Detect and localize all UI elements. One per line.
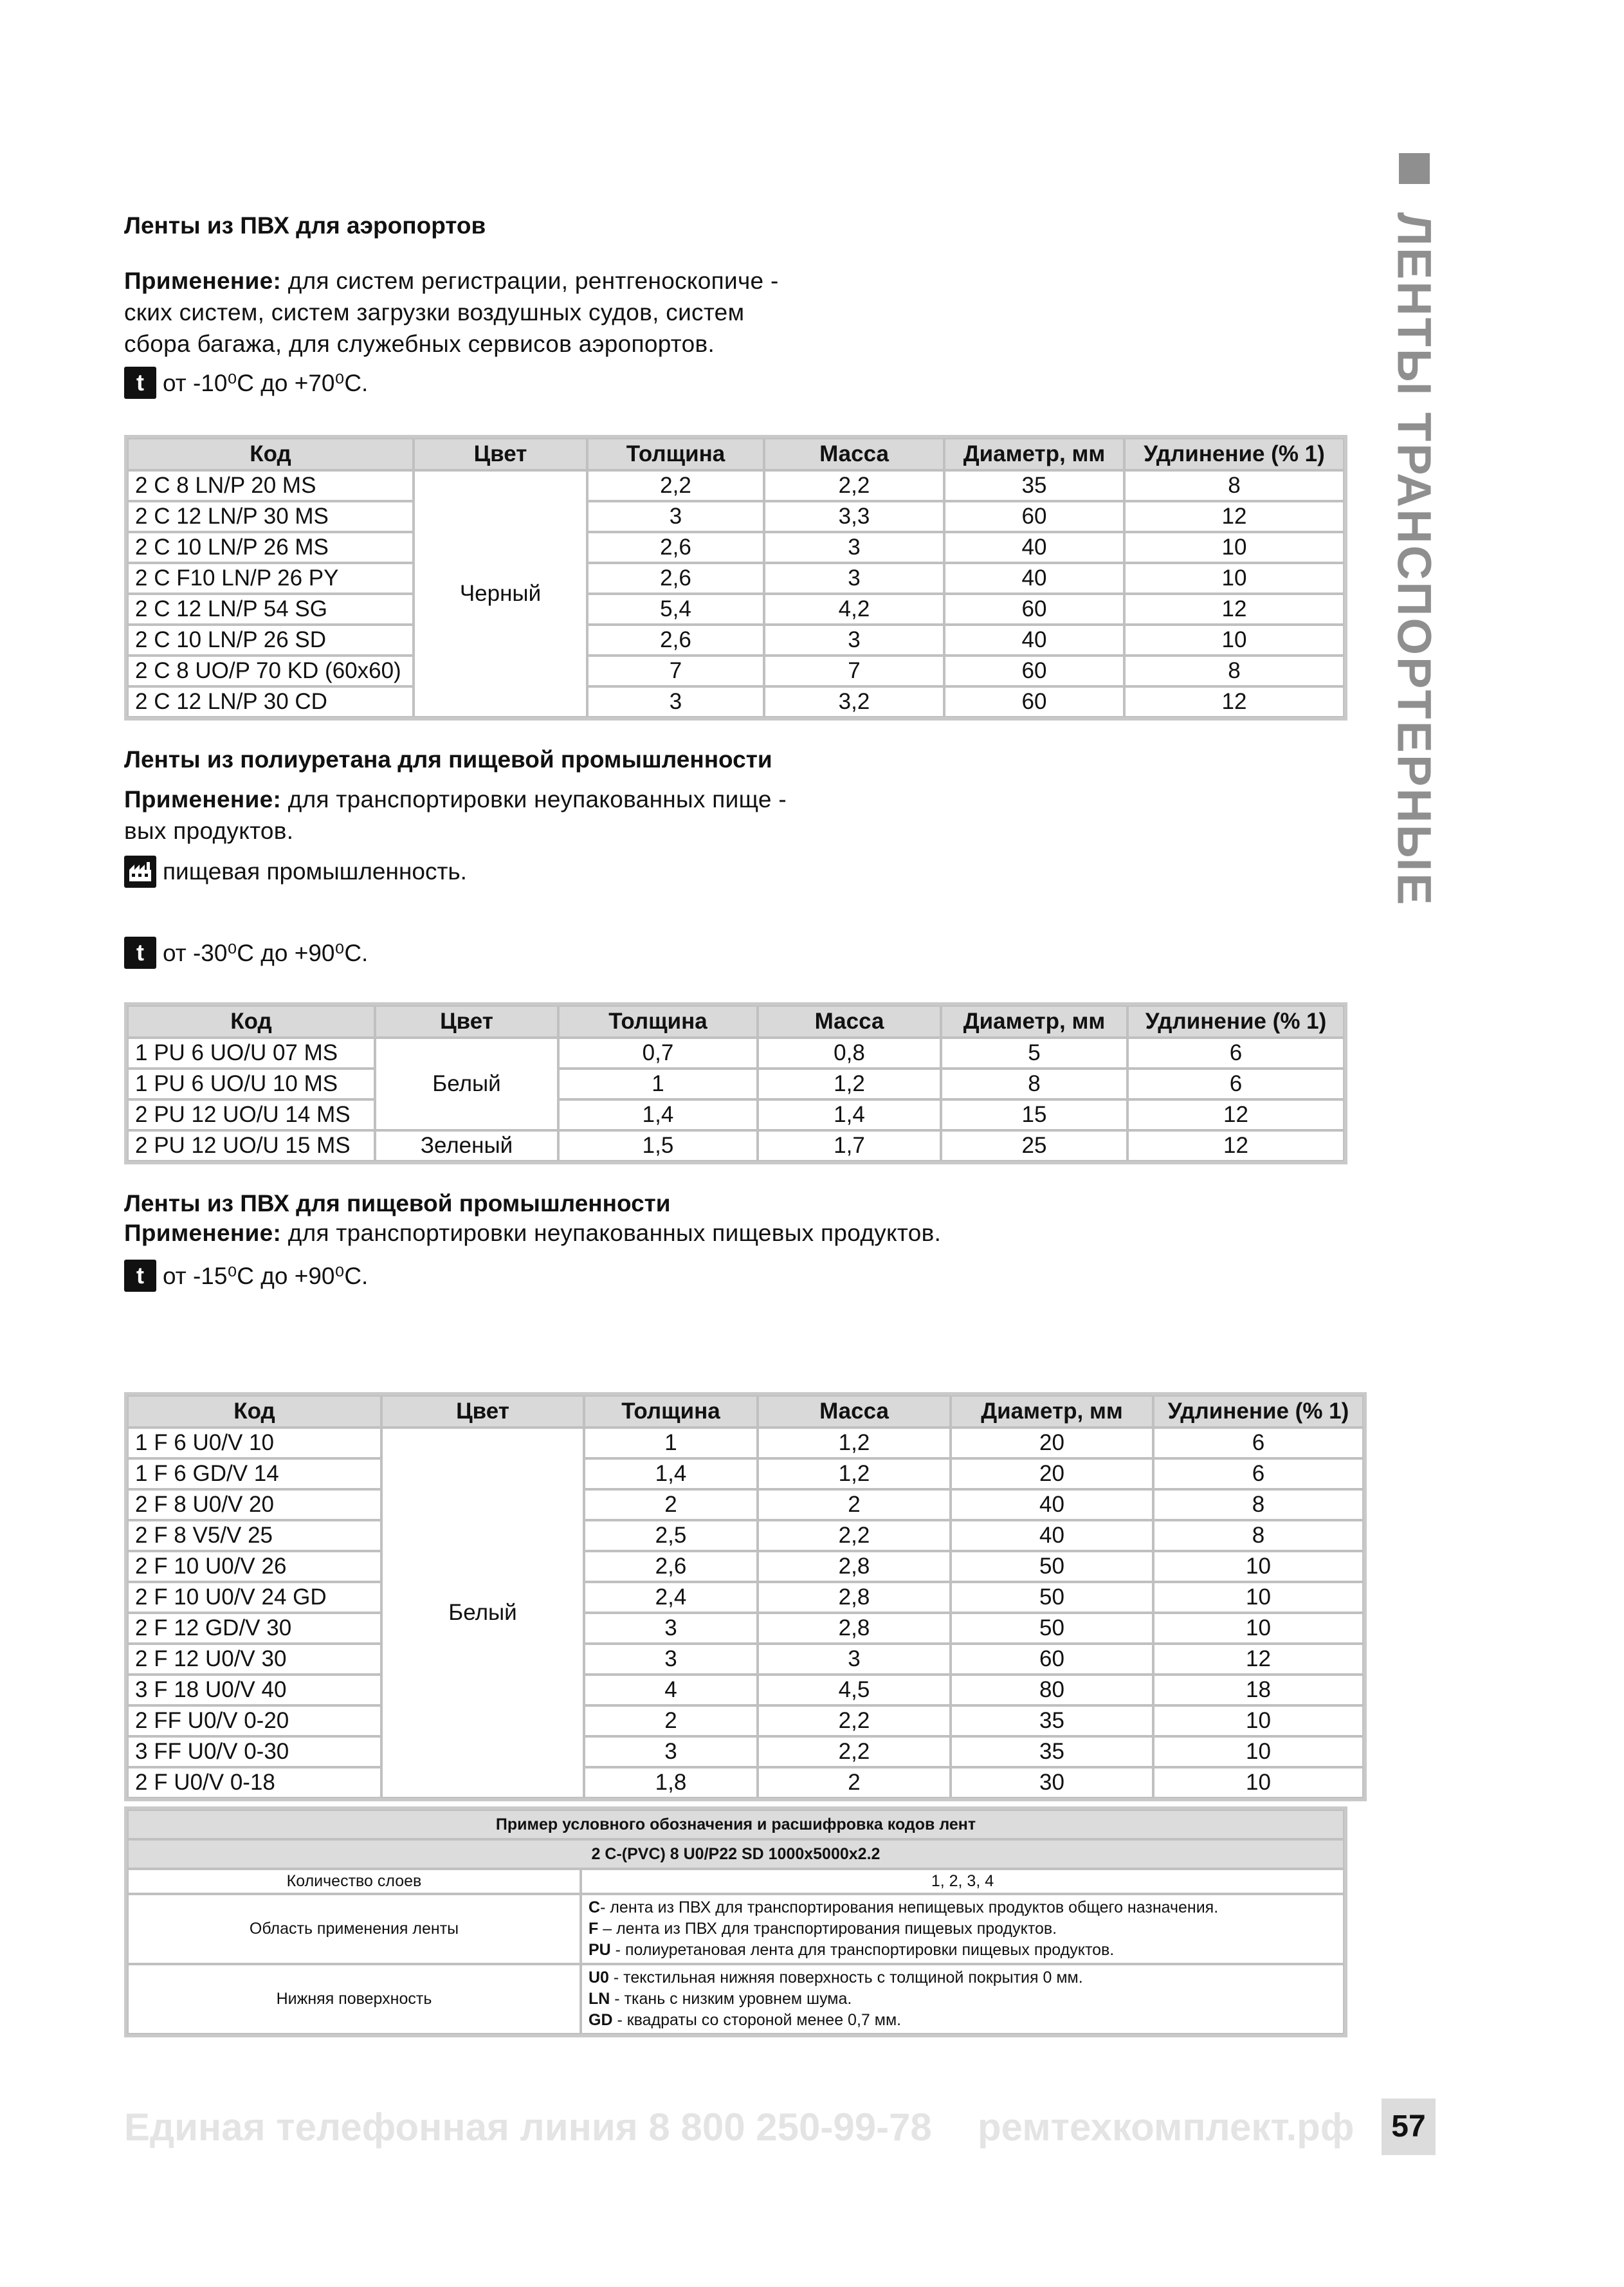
cell-code: 2 C 12 LN/P 30 MS [127, 501, 414, 532]
section-2-application: Применение: для транспортировки неупакованных пище - вых продуктов. [124, 786, 787, 844]
cell-color: Белый [375, 1038, 558, 1130]
section-1-application: Применение: для систем регистрации, рентгеноскопиче - ских систем, систем загрузки воздушных судов, систем сбора багажа, для служебных сервисов аэропортов. [124, 268, 779, 357]
cell-code: 1 PU 6 UO/U 07 MS [127, 1038, 375, 1069]
footer-phone: Единая телефонная линия 8 800 250-99-78 [124, 2106, 932, 2149]
cell-diameter: 25 [941, 1130, 1127, 1161]
cell-elongation: 8 [1124, 470, 1344, 501]
cell-thickness: 1,8 [584, 1767, 758, 1798]
header-thickness: Толщина [558, 1006, 758, 1038]
cell-thickness: 2 [584, 1705, 758, 1736]
cell-code: 2 PU 12 UO/U 15 MS [127, 1130, 375, 1161]
header-elongation: Удлинение (% 1) [1124, 438, 1344, 470]
section-3-application: Применение: для транспортировки неупакованных пищевых продуктов. [124, 1220, 942, 1246]
cell-diameter: 50 [951, 1613, 1153, 1644]
header-mass: Масса [758, 1395, 951, 1428]
cell-diameter: 40 [951, 1520, 1153, 1551]
cell-elongation: 12 [1127, 1130, 1344, 1161]
cell-color: Черный [414, 470, 587, 717]
header-elongation: Удлинение (% 1) [1153, 1395, 1364, 1428]
cell-mass: 4,2 [764, 594, 944, 625]
cell-diameter: 15 [941, 1099, 1127, 1130]
temperature-icon: t [124, 367, 156, 399]
cell-code: 3 FF U0/V 0-30 [127, 1736, 381, 1767]
table-pvc-food [124, 1392, 1367, 1801]
cell-diameter: 60 [944, 594, 1124, 625]
cell-mass: 3,3 [764, 501, 944, 532]
table-row [127, 656, 1344, 686]
header-color: Цвет [381, 1395, 584, 1428]
cell-diameter: 60 [951, 1644, 1153, 1675]
temperature-icon: t [124, 937, 156, 969]
cell-thickness: 2,6 [587, 532, 764, 563]
cell-thickness: 2 [584, 1489, 758, 1520]
cell-thickness: 1,4 [558, 1099, 758, 1130]
section-2-food: пищевая промышленность. [124, 856, 467, 888]
temperature-icon: t [124, 1260, 156, 1292]
table-row [127, 1489, 1364, 1520]
cell-elongation: 12 [1124, 686, 1344, 717]
footer-site[interactable]: ремтехкомплект.рф [978, 2106, 1355, 2149]
cell-thickness: 3 [584, 1644, 758, 1675]
cell-thickness: 3 [584, 1736, 758, 1767]
legend-area-desc: C- лента из ПВХ для транспортирования непищевых продуктов общего назначения. F – лента из ПВХ для транспортирования пищевых продуктов. PU - полиуретановая лента для транспортировки пищевых продуктов. [581, 1894, 1344, 1964]
cell-code: 2 F 8 V5/V 25 [127, 1520, 381, 1551]
legend-table [124, 1806, 1347, 2037]
table-row [127, 563, 1344, 594]
section-2-title: Ленты из полиуретана для пищевой промышленности [124, 746, 772, 773]
table-row [127, 1099, 1344, 1130]
table-row [127, 1428, 1364, 1458]
cell-code: 1 PU 6 UO/U 10 MS [127, 1069, 375, 1099]
cell-thickness: 4 [584, 1675, 758, 1705]
cell-diameter: 20 [951, 1458, 1153, 1489]
header-thickness: Толщина [587, 438, 764, 470]
cell-elongation: 6 [1127, 1069, 1344, 1099]
cell-code: 2 C 8 UO/P 70 KD (60x60) [127, 656, 414, 686]
cell-code: 2 C F10 LN/P 26 PY [127, 563, 414, 594]
cell-thickness: 1,4 [584, 1458, 758, 1489]
table-airport [124, 435, 1347, 721]
cell-mass: 3 [758, 1644, 951, 1675]
cell-diameter: 40 [944, 625, 1124, 656]
cell-thickness: 3 [584, 1613, 758, 1644]
header-diameter: Диаметр, мм [951, 1395, 1153, 1428]
table-row [127, 532, 1344, 563]
cell-diameter: 35 [944, 470, 1124, 501]
legend-title: Пример условного обозначения и расшифровка кодов лент [127, 1810, 1344, 1839]
cell-mass: 2,8 [758, 1613, 951, 1644]
cell-thickness: 1,5 [558, 1130, 758, 1161]
section-3-title: Ленты из ПВХ для пищевой промышленности [124, 1190, 671, 1217]
header-mass: Масса [758, 1006, 941, 1038]
cell-thickness: 3 [587, 686, 764, 717]
cell-elongation: 12 [1124, 501, 1344, 532]
cell-mass: 2,2 [764, 470, 944, 501]
table-row [127, 686, 1344, 717]
cell-thickness: 1 [558, 1069, 758, 1099]
table-header-row [127, 1395, 1364, 1428]
table-row [127, 1736, 1364, 1767]
cell-diameter: 30 [951, 1767, 1153, 1798]
cell-diameter: 40 [944, 563, 1124, 594]
table-row [127, 625, 1344, 656]
header-thickness: Толщина [584, 1395, 758, 1428]
cell-mass: 1,4 [758, 1099, 941, 1130]
cell-thickness: 1 [584, 1428, 758, 1458]
cell-mass: 1,2 [758, 1069, 941, 1099]
cell-elongation: 10 [1124, 532, 1344, 563]
cell-thickness: 7 [587, 656, 764, 686]
legend-layers-value: 1, 2, 3, 4 [581, 1869, 1344, 1894]
section-3-temp: t от -15⁰С до +90⁰С. [124, 1260, 368, 1292]
table-row [127, 1613, 1364, 1644]
cell-elongation: 18 [1153, 1675, 1364, 1705]
cell-elongation: 6 [1153, 1428, 1364, 1458]
cell-thickness: 5,4 [587, 594, 764, 625]
cell-color: Белый [381, 1428, 584, 1798]
cell-code: 2 PU 12 UO/U 14 MS [127, 1099, 375, 1130]
cell-code: 2 FF U0/V 0-20 [127, 1705, 381, 1736]
cell-mass: 2,8 [758, 1551, 951, 1582]
section-2-temp: t от -30⁰С до +90⁰С. [124, 937, 368, 969]
cell-mass: 2,8 [758, 1582, 951, 1613]
cell-thickness: 2,4 [584, 1582, 758, 1613]
cell-diameter: 40 [944, 532, 1124, 563]
cell-mass: 3 [764, 532, 944, 563]
cell-elongation: 8 [1124, 656, 1344, 686]
cell-elongation: 8 [1153, 1489, 1364, 1520]
cell-code: 2 F 12 GD/V 30 [127, 1613, 381, 1644]
table-header-row [127, 438, 1344, 470]
cell-elongation: 10 [1153, 1767, 1364, 1798]
section-1-temp: t от -10⁰С до +70⁰С. [124, 367, 368, 399]
cell-thickness: 3 [587, 501, 764, 532]
header-code: Код [127, 1006, 375, 1038]
cell-code: 2 F 10 U0/V 26 [127, 1551, 381, 1582]
cell-mass: 7 [764, 656, 944, 686]
cell-diameter: 35 [951, 1736, 1153, 1767]
cell-mass: 2,2 [758, 1736, 951, 1767]
cell-elongation: 8 [1153, 1520, 1364, 1551]
cell-diameter: 40 [951, 1489, 1153, 1520]
table-header-row [127, 1006, 1344, 1038]
cell-mass: 1,7 [758, 1130, 941, 1161]
cell-mass: 3 [764, 625, 944, 656]
cell-mass: 2 [758, 1767, 951, 1798]
table-row [127, 1705, 1364, 1736]
cell-thickness: 2,5 [584, 1520, 758, 1551]
cell-diameter: 60 [944, 686, 1124, 717]
cell-thickness: 2,2 [587, 470, 764, 501]
cell-diameter: 80 [951, 1675, 1153, 1705]
cell-diameter: 35 [951, 1705, 1153, 1736]
cell-elongation: 6 [1153, 1458, 1364, 1489]
header-code: Код [127, 1395, 381, 1428]
header-color: Цвет [414, 438, 587, 470]
cell-elongation: 6 [1127, 1038, 1344, 1069]
cell-mass: 3 [764, 563, 944, 594]
legend-layers-label: Количество слоев [127, 1869, 581, 1894]
table-row [127, 1038, 1344, 1069]
cell-elongation: 12 [1127, 1099, 1344, 1130]
legend-surface-label: Нижняя поверхность [127, 1964, 581, 2034]
cell-mass: 3,2 [764, 686, 944, 717]
header-color: Цвет [375, 1006, 558, 1038]
cell-diameter: 50 [951, 1582, 1153, 1613]
header-diameter: Диаметр, мм [944, 438, 1124, 470]
table-row [127, 1069, 1344, 1099]
cell-elongation: 10 [1124, 625, 1344, 656]
cell-code: 2 C 12 LN/P 54 SG [127, 594, 414, 625]
header-code: Код [127, 438, 414, 470]
cell-thickness: 2,6 [587, 563, 764, 594]
cell-mass: 0,8 [758, 1038, 941, 1069]
legend-area-label: Область применения ленты [127, 1894, 581, 1964]
cell-elongation: 10 [1153, 1582, 1364, 1613]
cell-code: 1 F 6 U0/V 10 [127, 1428, 381, 1458]
cell-mass: 4,5 [758, 1675, 951, 1705]
table-row [127, 1582, 1364, 1613]
cell-thickness: 0,7 [558, 1038, 758, 1069]
cell-elongation: 12 [1124, 594, 1344, 625]
cell-code: 2 F 12 U0/V 30 [127, 1644, 381, 1675]
cell-thickness: 2,6 [584, 1551, 758, 1582]
page-number: 57 [1382, 2099, 1436, 2155]
section-1-title: Ленты из ПВХ для аэропортов [124, 212, 486, 239]
table-row [127, 501, 1344, 532]
cell-code: 2 C 10 LN/P 26 MS [127, 532, 414, 563]
table-row [127, 594, 1344, 625]
cell-diameter: 5 [941, 1038, 1127, 1069]
cell-mass: 2,2 [758, 1705, 951, 1736]
cell-mass: 2 [758, 1489, 951, 1520]
cell-elongation: 10 [1153, 1613, 1364, 1644]
cell-elongation: 10 [1153, 1736, 1364, 1767]
table-row [127, 1644, 1364, 1675]
cell-code: 1 F 6 GD/V 14 [127, 1458, 381, 1489]
table-row [127, 1130, 1344, 1161]
header-elongation: Удлинение (% 1) [1127, 1006, 1344, 1038]
cell-code: 2 F U0/V 0-18 [127, 1767, 381, 1798]
cell-mass: 1,2 [758, 1428, 951, 1458]
cell-diameter: 50 [951, 1551, 1153, 1582]
cell-diameter: 60 [944, 656, 1124, 686]
cell-elongation: 12 [1153, 1644, 1364, 1675]
cell-code: 2 C 12 LN/P 30 CD [127, 686, 414, 717]
table-pu-food [124, 1002, 1347, 1164]
table-row [127, 1520, 1364, 1551]
table-row [127, 1675, 1364, 1705]
cell-diameter: 8 [941, 1069, 1127, 1099]
table-row [127, 1767, 1364, 1798]
cell-mass: 1,2 [758, 1458, 951, 1489]
cell-code: 2 C 8 LN/P 20 MS [127, 470, 414, 501]
cell-elongation: 10 [1153, 1551, 1364, 1582]
header-diameter: Диаметр, мм [941, 1006, 1127, 1038]
cell-code: 2 F 8 U0/V 20 [127, 1489, 381, 1520]
side-marker [1399, 153, 1430, 184]
cell-code: 3 F 18 U0/V 40 [127, 1675, 381, 1705]
side-title: ЛЕНТЫ ТРАНСПОРТЕРНЫЕ [1387, 212, 1441, 907]
cell-diameter: 60 [944, 501, 1124, 532]
cell-mass: 2,2 [758, 1520, 951, 1551]
table-row [127, 1551, 1364, 1582]
legend-surface-desc: U0 - текстильная нижняя поверхность с толщиной покрытия 0 мм. LN - ткань с низким уровнем шума. GD - квадраты со стороной менее 0,7 мм. [581, 1964, 1344, 2034]
cell-thickness: 2,6 [587, 625, 764, 656]
table-row [127, 1458, 1364, 1489]
legend-example: 2 C-(PVC) 8 U0/P22 SD 1000x5000x2.2 [127, 1839, 1344, 1869]
factory-icon [124, 856, 156, 888]
cell-elongation: 10 [1124, 563, 1344, 594]
cell-code: 2 C 10 LN/P 26 SD [127, 625, 414, 656]
cell-color: Зеленый [375, 1130, 558, 1161]
cell-code: 2 F 10 U0/V 24 GD [127, 1582, 381, 1613]
cell-diameter: 20 [951, 1428, 1153, 1458]
table-row [127, 470, 1344, 501]
header-mass: Масса [764, 438, 944, 470]
cell-elongation: 10 [1153, 1705, 1364, 1736]
